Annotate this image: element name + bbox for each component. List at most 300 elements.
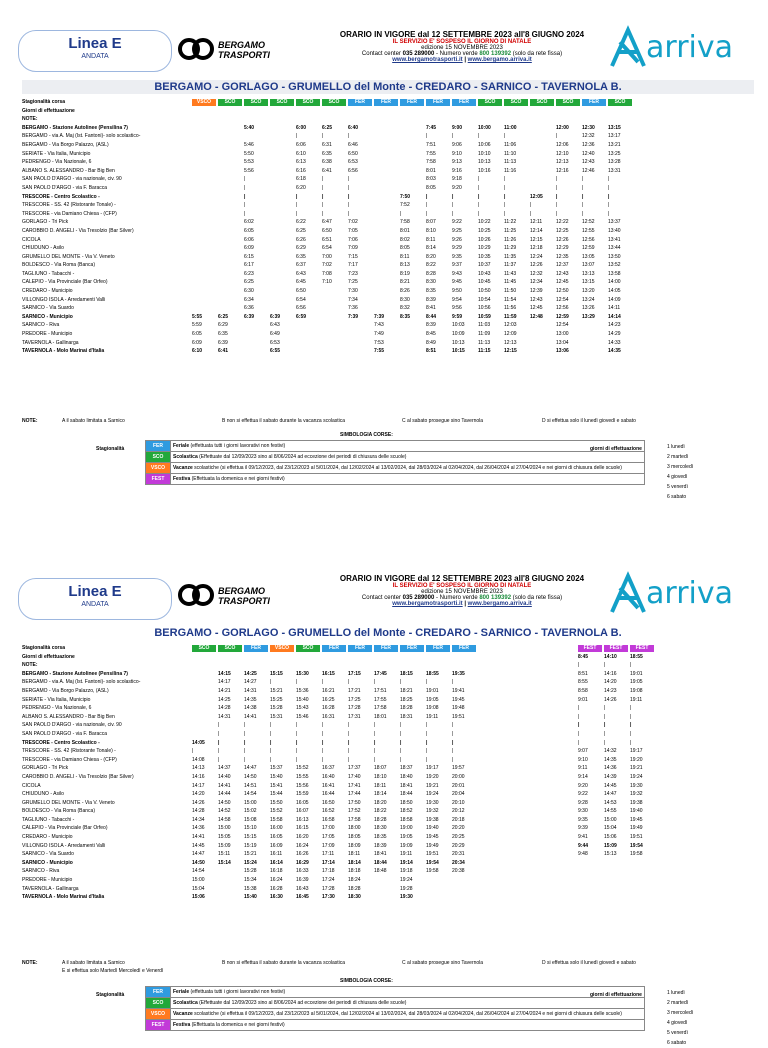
time-cell xyxy=(374,893,400,902)
time-cell: 18:58 xyxy=(400,816,413,823)
time-cell: | xyxy=(322,730,324,737)
time-cell: 13:04 xyxy=(556,339,569,346)
time-cell: 9:13 xyxy=(452,159,462,166)
table-row xyxy=(22,790,478,799)
table-row xyxy=(578,696,656,705)
time-cell xyxy=(374,150,400,159)
time-cell: 19:21 xyxy=(426,782,439,789)
time-cell: | xyxy=(582,176,584,183)
time-cell: 14:28 xyxy=(218,705,231,712)
time-cell: 12:43 xyxy=(582,159,595,166)
web-link-1b[interactable]: www.bergamotrasporti.it xyxy=(392,601,463,607)
time-cell xyxy=(530,184,556,193)
table-row xyxy=(578,816,656,825)
stop-name: PREDORE - Municipio xyxy=(22,331,73,338)
stop-name: SERIATE - Via Italia, Municipio xyxy=(22,696,91,703)
time-cell: 19:38 xyxy=(630,799,643,806)
time-cell xyxy=(270,296,296,305)
table-row xyxy=(22,670,478,679)
time-cell: 6:41 xyxy=(218,348,229,355)
time-cell: 13:52 xyxy=(608,262,621,269)
time-cell: 19:58 xyxy=(630,851,643,858)
season-tag: FEST xyxy=(604,645,628,652)
time-cell: | xyxy=(608,210,610,217)
stop-name: SARNICO - Municipio xyxy=(22,859,73,866)
time-cell: 16:15 xyxy=(322,670,335,677)
stop-name: ALBANO S. ALESSANDRO - Bar Big Ben xyxy=(22,713,115,720)
time-cell: 6:43 xyxy=(270,322,280,329)
time-cell: | xyxy=(504,184,506,191)
time-cell: 12:59 xyxy=(556,313,569,320)
time-cell xyxy=(530,132,556,141)
time-cell: | xyxy=(578,705,580,712)
time-cell: 7:15 xyxy=(348,253,358,260)
time-cell xyxy=(400,141,426,150)
time-cell: 17:00 xyxy=(322,825,335,832)
time-cell: 14:20 xyxy=(192,791,205,798)
time-cell xyxy=(270,124,296,133)
time-cell: | xyxy=(630,662,632,669)
time-cell: 14:21 xyxy=(218,687,231,694)
time-cell: 19:28 xyxy=(400,885,413,892)
time-cell: 14:35 xyxy=(604,756,617,763)
time-cell: | xyxy=(604,713,606,720)
time-cell: | xyxy=(504,202,506,209)
time-cell: 16:41 xyxy=(322,782,335,789)
time-cell xyxy=(218,867,244,876)
table-row xyxy=(22,218,634,227)
day-item: 3 mercoledì xyxy=(667,464,694,470)
time-cell: 5:59 xyxy=(192,322,202,329)
time-cell: 7:39 xyxy=(374,313,385,320)
time-cell: 9:18 xyxy=(452,176,462,183)
time-cell: 19:09 xyxy=(400,842,413,849)
time-cell: 16:30 xyxy=(270,894,283,901)
time-cell: 16:29 xyxy=(296,859,309,866)
time-cell: 18:44 xyxy=(374,859,387,866)
time-cell xyxy=(218,287,244,296)
time-cell: 15:00 xyxy=(604,816,617,823)
time-cell: 12:29 xyxy=(556,245,569,252)
time-cell: 6:06 xyxy=(244,236,254,243)
time-cell xyxy=(270,175,296,184)
time-cell: 11:13 xyxy=(478,339,491,346)
time-cell: 15:00 xyxy=(218,825,231,832)
time-cell: 19:57 xyxy=(452,765,465,772)
stop-name: BOLDESCO - Via Roma (Banca) xyxy=(22,262,95,269)
time-cell: 9:41 xyxy=(578,834,588,841)
time-cell: | xyxy=(530,210,532,217)
time-cell: 7:09 xyxy=(348,245,358,252)
time-cell: 20:25 xyxy=(452,834,465,841)
time-cell: 13:07 xyxy=(582,262,595,269)
time-cell xyxy=(218,141,244,150)
time-cell xyxy=(604,859,630,868)
time-cell xyxy=(400,184,426,193)
legend-tag: VSCO xyxy=(146,1009,171,1020)
time-cell: 12:10 xyxy=(556,150,569,157)
notes-label: NOTE: xyxy=(22,662,38,669)
time-cell: | xyxy=(426,748,428,755)
time-cell: 14:31 xyxy=(244,687,257,694)
time-cell: | xyxy=(478,184,480,191)
table-row xyxy=(22,313,634,322)
time-cell: 6:37 xyxy=(296,262,306,269)
table-row xyxy=(22,227,634,236)
time-cell: 17:51 xyxy=(374,687,387,694)
time-cell: 13:50 xyxy=(608,253,621,260)
stop-name: SAN PAOLO D'ARGO - via nazionale, civ. 90 xyxy=(22,176,122,183)
time-cell: 13:06 xyxy=(556,348,569,355)
table-row xyxy=(578,721,656,730)
time-cell: 12:15 xyxy=(504,348,517,355)
time-cell xyxy=(578,867,604,876)
time-cell: 15:15 xyxy=(244,834,257,841)
web-link-2[interactable]: www.bergamo.arriva.it xyxy=(467,57,532,63)
time-cell: 17:41 xyxy=(348,782,361,789)
time-cell: 19:24 xyxy=(400,877,413,884)
time-cell: 19:32 xyxy=(630,791,643,798)
time-cell: 9:50 xyxy=(452,288,462,295)
time-cell: 14:11 xyxy=(608,305,621,312)
time-cell: 20:12 xyxy=(452,808,465,815)
time-cell: 8:05 xyxy=(426,184,436,191)
time-cell: 19:40 xyxy=(630,808,643,815)
time-cell: 6:47 xyxy=(322,219,332,226)
time-cell: | xyxy=(578,662,580,669)
time-cell: 12:26 xyxy=(556,236,569,243)
time-cell: 12:50 xyxy=(556,288,569,295)
time-cell xyxy=(578,876,604,885)
time-cell: 18:44 xyxy=(400,791,413,798)
time-cell: 15:09 xyxy=(604,842,617,849)
stop-name: CAROBBIO D. ANGELI - Via Tresolzio (Bar Silver) xyxy=(22,773,134,780)
time-cell: 12:15 xyxy=(530,236,543,243)
time-cell: 12:16 xyxy=(556,167,569,174)
time-cell: 13:25 xyxy=(608,150,621,157)
season-tag: SCO xyxy=(192,645,216,652)
time-cell: 6:49 xyxy=(270,331,280,338)
time-cell: 15:21 xyxy=(244,851,257,858)
time-cell xyxy=(218,201,244,210)
time-cell xyxy=(374,158,400,167)
timetable-1 xyxy=(22,98,634,356)
time-cell: 17:45 xyxy=(374,670,387,677)
time-cell: 14:36 xyxy=(192,825,205,832)
table-row xyxy=(22,175,634,184)
time-cell: 15:11 xyxy=(218,851,231,858)
time-cell: 16:24 xyxy=(296,842,309,849)
web-link-1[interactable]: www.bergamotrasporti.it xyxy=(392,57,463,63)
time-cell: 19:24 xyxy=(426,791,439,798)
season-tag: VSCO xyxy=(192,99,216,106)
time-cell: 15:59 xyxy=(296,791,309,798)
time-cell: | xyxy=(244,756,246,763)
legend-text: Festiva (Effettuata la domenica e nei giorni festivi) xyxy=(171,474,645,485)
time-cell: 19:54 xyxy=(630,842,643,849)
season-tag: FER xyxy=(244,645,268,652)
time-cell: 16:28 xyxy=(270,885,283,892)
stop-name: GORLAGO - Tri Pick xyxy=(22,219,69,226)
table-row xyxy=(22,885,478,894)
time-cell: | xyxy=(452,193,454,200)
time-cell: 8:55 xyxy=(578,679,588,686)
time-cell: 14:35 xyxy=(244,696,257,703)
table-row xyxy=(578,876,656,885)
stop-name: TAGLIUNO - Tabacchi - xyxy=(22,270,75,277)
time-cell: 6:30 xyxy=(244,288,254,295)
time-cell: 18:14 xyxy=(374,791,387,798)
time-cell: 19:20 xyxy=(426,773,439,780)
season-tag: SCO xyxy=(322,99,346,106)
table-row xyxy=(22,859,478,868)
time-cell xyxy=(218,227,244,236)
time-cell: 19:45 xyxy=(452,696,465,703)
season-tag: FER xyxy=(322,645,346,652)
web-links: www.bergamotrasporti.it | www.bergamo.arriva.it xyxy=(392,57,532,63)
table-row xyxy=(22,158,634,167)
day-item: 3 mercoledì xyxy=(667,1010,694,1016)
time-cell xyxy=(270,218,296,227)
time-cell: | xyxy=(218,739,220,746)
legend-text: Feriale (effettuata tutti i giorni lavorativi non festivi) xyxy=(171,441,645,452)
table-row xyxy=(578,782,656,791)
time-cell xyxy=(604,876,630,885)
time-cell: 12:26 xyxy=(530,262,543,269)
time-cell xyxy=(322,339,348,348)
time-cell: 19:11 xyxy=(400,851,413,858)
time-cell xyxy=(244,330,270,339)
time-cell: | xyxy=(608,202,610,209)
time-cell: 11:29 xyxy=(504,245,517,252)
time-cell: 16:31 xyxy=(322,713,335,720)
time-cell: 14:26 xyxy=(192,799,205,806)
time-cell xyxy=(218,210,244,219)
time-cell: 6:13 xyxy=(296,159,306,166)
time-cell: | xyxy=(400,739,402,746)
time-cell: | xyxy=(348,730,350,737)
time-cell: 8:51 xyxy=(426,348,437,355)
time-cell: 8:58 xyxy=(578,687,588,694)
time-cell xyxy=(218,236,244,245)
time-cell: 18:25 xyxy=(400,696,413,703)
bergamo-trasporti-icon-2 xyxy=(178,578,214,612)
time-cell: | xyxy=(374,679,376,686)
time-cell xyxy=(270,244,296,253)
season-tag: FER xyxy=(348,645,372,652)
time-cell: 18:00 xyxy=(348,825,361,832)
time-cell: | xyxy=(452,756,454,763)
time-cell: 15:00 xyxy=(192,877,205,884)
table-row xyxy=(22,278,634,287)
stop-name: SARNICO - Via Suardo xyxy=(22,851,74,858)
time-cell: 19:38 xyxy=(426,816,439,823)
time-cell: | xyxy=(192,748,194,755)
time-cell xyxy=(322,304,348,313)
time-cell: 5:56 xyxy=(244,167,254,174)
time-cell xyxy=(530,175,556,184)
time-cell: 6:23 xyxy=(244,270,254,277)
time-cell: 10:26 xyxy=(478,236,491,243)
time-cell: | xyxy=(374,722,376,729)
table-row xyxy=(22,850,478,859)
time-cell: 20:00 xyxy=(452,773,465,780)
legend-row xyxy=(146,452,645,463)
legend-table-1 xyxy=(145,440,645,485)
time-cell: 15:25 xyxy=(270,696,283,703)
time-cell: | xyxy=(244,730,246,737)
legend-text: Scolastica (Effettuate dal 12/09/2023 sino al 8/06/2024 ad eccezione dei periodi di chiusura delle scuole) xyxy=(171,998,645,1009)
time-cell: | xyxy=(426,193,428,200)
time-cell: 18:05 xyxy=(348,834,361,841)
time-cell: 9:06 xyxy=(452,141,462,148)
time-cell: 12:03 xyxy=(504,322,517,329)
time-cell: 18:30 xyxy=(348,894,361,901)
time-cell: 5:50 xyxy=(244,150,254,157)
time-cell xyxy=(218,150,244,159)
time-cell: | xyxy=(504,176,506,183)
time-cell xyxy=(322,287,348,296)
time-cell: 18:01 xyxy=(374,713,387,720)
timetable-2 xyxy=(22,644,478,902)
time-cell: 17:21 xyxy=(348,687,361,694)
time-cell: 17:31 xyxy=(348,713,361,720)
days-list-2 xyxy=(667,988,693,1048)
time-cell: 6:50 xyxy=(348,150,358,157)
time-cell xyxy=(374,184,400,193)
table-row xyxy=(578,764,656,773)
time-cell xyxy=(244,347,270,356)
time-cell: 14:10 xyxy=(604,653,617,660)
time-cell: | xyxy=(348,176,350,183)
time-cell: 18:55 xyxy=(426,670,439,677)
table-row xyxy=(22,764,478,773)
season-tag: FER xyxy=(426,645,450,652)
time-cell: | xyxy=(630,705,632,712)
time-cell: 12:43 xyxy=(556,270,569,277)
time-cell: 6:38 xyxy=(322,159,332,166)
time-cell: 14:25 xyxy=(218,696,231,703)
time-cell xyxy=(218,261,244,270)
time-cell: 12:00 xyxy=(556,124,569,131)
table-row xyxy=(578,678,656,687)
time-cell: 8:03 xyxy=(426,176,436,183)
time-cell: 9:22 xyxy=(452,219,462,226)
time-cell: 8:41 xyxy=(426,305,436,312)
table-row xyxy=(22,236,634,245)
time-cell: 13:21 xyxy=(608,141,621,148)
time-cell: | xyxy=(270,756,272,763)
time-cell: 6:09 xyxy=(192,339,202,346)
time-cell: 9:43 xyxy=(452,270,462,277)
stop-name: SAN PAOLO D'ARGO - via nazionale, civ. 90 xyxy=(22,722,122,729)
season-tag: FEST xyxy=(578,645,602,652)
time-cell: 17:28 xyxy=(348,705,361,712)
time-cell xyxy=(218,304,244,313)
season-tag: FER xyxy=(348,99,372,106)
table-row xyxy=(22,184,634,193)
time-cell: | xyxy=(608,176,610,183)
time-cell: 12:43 xyxy=(530,296,543,303)
time-cell: | xyxy=(296,722,298,729)
time-cell: 16:25 xyxy=(322,696,335,703)
time-cell: 19:01 xyxy=(630,670,643,677)
table-row xyxy=(22,339,634,348)
time-cell: 16:37 xyxy=(322,765,335,772)
time-cell xyxy=(192,158,218,167)
season-tag: FER xyxy=(426,99,450,106)
time-cell: 13:13 xyxy=(582,270,595,277)
time-cell: | xyxy=(270,730,272,737)
time-cell: 12:09 xyxy=(504,331,517,338)
time-cell: 12:24 xyxy=(530,253,543,260)
time-cell: 14:53 xyxy=(604,799,617,806)
stop-name: SARNICO - Riva xyxy=(22,868,60,875)
time-cell xyxy=(218,278,244,287)
time-cell: 15:30 xyxy=(296,670,309,677)
time-cell xyxy=(374,244,400,253)
time-cell: 10:56 xyxy=(478,305,491,312)
day-item: 1 lunedì xyxy=(667,990,685,996)
time-cell: 16:11 xyxy=(270,851,283,858)
time-cell: 14:47 xyxy=(192,851,205,858)
time-cell: 10:06 xyxy=(478,141,491,148)
table-row xyxy=(22,150,634,159)
table-row xyxy=(22,756,478,765)
bergamo-trasporti-icon xyxy=(178,32,214,66)
time-cell: 8:11 xyxy=(426,236,436,243)
time-cell: | xyxy=(348,756,350,763)
time-cell: 18:52 xyxy=(400,808,413,815)
time-cell: 6:16 xyxy=(296,167,306,174)
season-tag: SCO xyxy=(478,99,502,106)
season-tag: SCO xyxy=(244,99,268,106)
time-cell xyxy=(296,347,322,356)
notes-label: NOTE: xyxy=(22,116,38,123)
time-cell: 10:22 xyxy=(478,219,491,226)
time-cell: 15:13 xyxy=(604,851,617,858)
time-cell: 14:25 xyxy=(244,670,257,677)
time-cell: 20:10 xyxy=(452,799,465,806)
time-cell: 6:25 xyxy=(218,313,229,320)
time-cell xyxy=(374,227,400,236)
table-row xyxy=(22,193,634,202)
time-cell: 13:28 xyxy=(608,159,621,166)
time-cell: 16:07 xyxy=(296,808,309,815)
time-cell: 8:05 xyxy=(400,245,410,252)
time-cell: | xyxy=(400,210,402,217)
time-cell xyxy=(244,321,270,330)
legend-tag: VSCO xyxy=(146,463,171,474)
time-cell: 12:54 xyxy=(556,296,569,303)
season-tag: SCO xyxy=(556,99,580,106)
legend-tag: SCO xyxy=(146,998,171,1009)
time-cell: | xyxy=(452,210,454,217)
web-link-2b[interactable]: www.bergamo.arriva.it xyxy=(467,601,532,607)
time-cell: 18:21 xyxy=(400,687,413,694)
time-cell: 15:36 xyxy=(296,687,309,694)
time-cell xyxy=(218,270,244,279)
stop-name: CALEPIO - Via Provinciale (Bar Orfeo) xyxy=(22,279,108,286)
time-cell xyxy=(270,210,296,219)
time-cell xyxy=(374,132,400,141)
time-cell: | xyxy=(374,739,376,746)
time-cell: 17:09 xyxy=(322,842,335,849)
stop-name: TAGLIUNO - Tabacchi - xyxy=(22,816,75,823)
time-cell: 12:35 xyxy=(556,253,569,260)
time-cell: 14:35 xyxy=(608,348,621,355)
time-cell: 19:58 xyxy=(426,868,439,875)
